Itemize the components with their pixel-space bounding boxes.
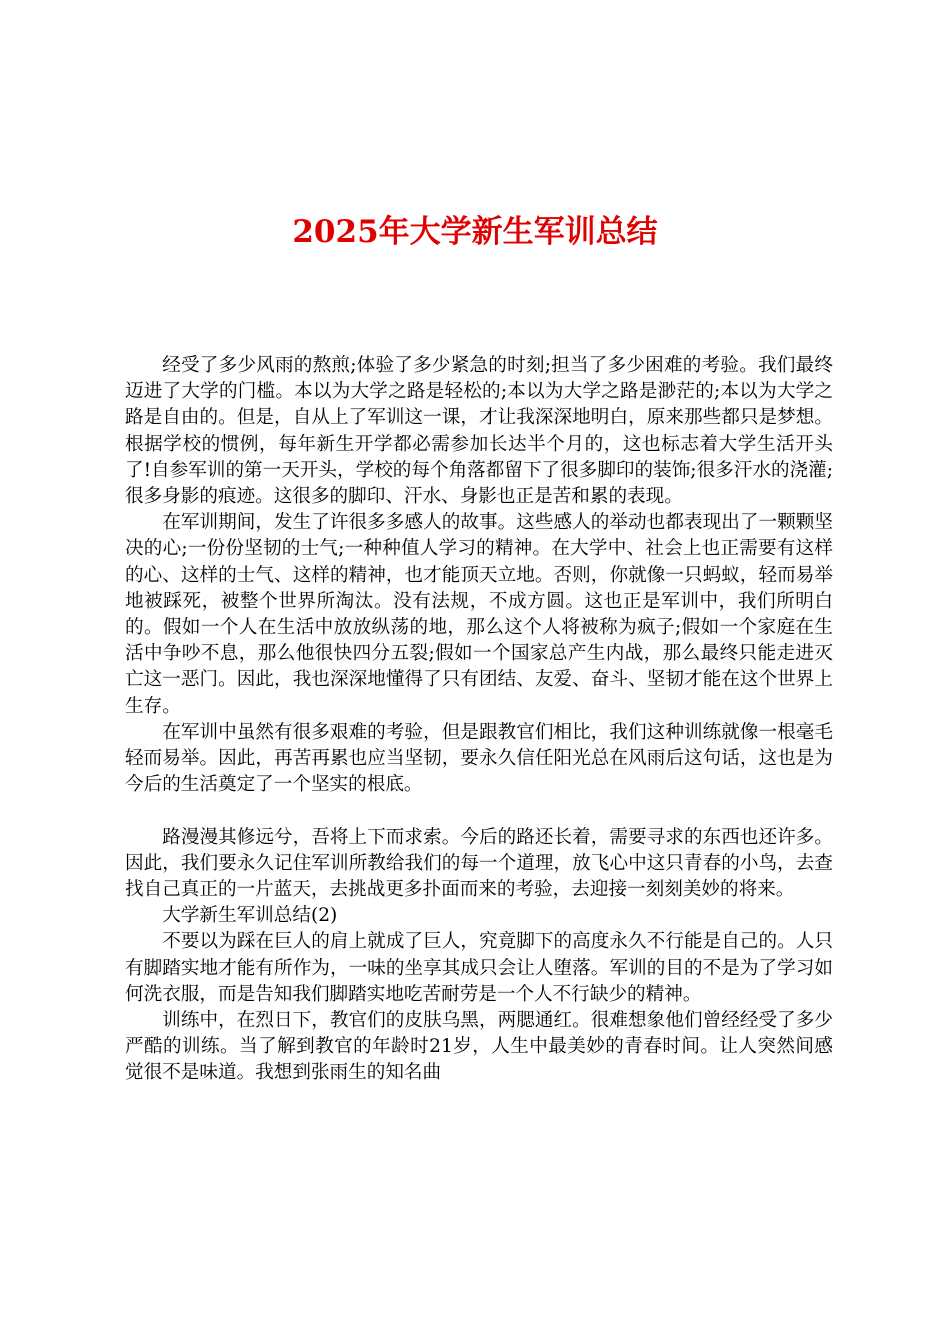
paragraph: 在军训中虽然有很多艰难的考验，但是跟教官们相比，我们这种训练就像一根毫毛轻而易举。因此，再苦再累也应当坚韧，要永久信任阳光总在风雨后这句话，这也是为今后的生活奠定了一个坚实的根底。 — [125, 721, 833, 796]
section-heading: 大学新生军训总结(2) — [162, 905, 338, 927]
paragraph: 经受了多少风雨的熬煎;体验了多少紧急的时刻;担当了多少困难的考验。我们最终迈进了大学的门槛。本以为大学之路是轻松的;本以为大学之路是渺茫的;本以为大学之路是自由的。但是，自从上了军训这一课，才让我深深地明白，原来那些都只是梦想。根据学校的惯例，每年新生开学都必需参加长达半个月的，这也标志着大学生活开头了!自参军训的第一天开头，学校的每个角落都留下了很多脚印的装饰;很多汗水的浇灌;很多身影的痕迹。这很多的脚印、汗水、身影也正是苦和累的表现。 — [125, 355, 833, 508]
paragraph: 训练中，在烈日下，教官们的皮肤乌黑，两腮通红。很难想象他们曾经经受了多少严酷的训练。当了解到教官的年龄时21岁，人生中最美妙的青春时间。让人突然间感觉很不是味道。我想到张雨生的知名曲 — [125, 1010, 833, 1084]
paragraph: 路漫漫其修远兮，吾将上下而求索。今后的路还长着，需要寻求的东西也还许多。因此，我们要永久记住军训所教给我们的每一个道理，放飞心中这只青春的小鸟，去查找自己真正的一片蓝天，去挑战更多扑面而来的考验，去迎接一刻刻美妙的将来。 — [125, 826, 833, 901]
paragraph: 不要以为踩在巨人的肩上就成了巨人，究竟脚下的高度永久不行能是自己的。人只有脚踏实地才能有所作为，一味的坐享其成只会让人堕落。军训的目的不是为了学习如何洗衣服，而是告知我们脚踏实地吃苦耐劳是一个人不行缺少的精神。 — [125, 931, 833, 1005]
paragraph: 在军训期间，发生了许很多多感人的故事。这些感人的举动也都表现出了一颗颗坚决的心;一份份坚韧的士气;一种种值人学习的精神。在大学中、社会上也正需要有这样的心、这样的士气、这样的精神，也才能顶天立地。否则，你就像一只蚂蚁，轻而易举地被踩死，被整个世界所淘汰。没有法规，不成方圆。这也正是军训中，我们所明白的。假如一个人在生活中放放纵荡的地，那么这个人将被称为疯子;假如一个家庭在生活中争吵不息，那么他很快四分五裂;假如一个国家总产生内战，那么最终只能走进灭亡这一恶门。因此，我也深深地懂得了只有团结、友爱、奋斗、坚韧才能在这个世界上生存。 — [125, 512, 833, 717]
document-title: 2025年大学新生军训总结 — [292, 214, 658, 250]
document-body — [125, 353, 833, 1087]
